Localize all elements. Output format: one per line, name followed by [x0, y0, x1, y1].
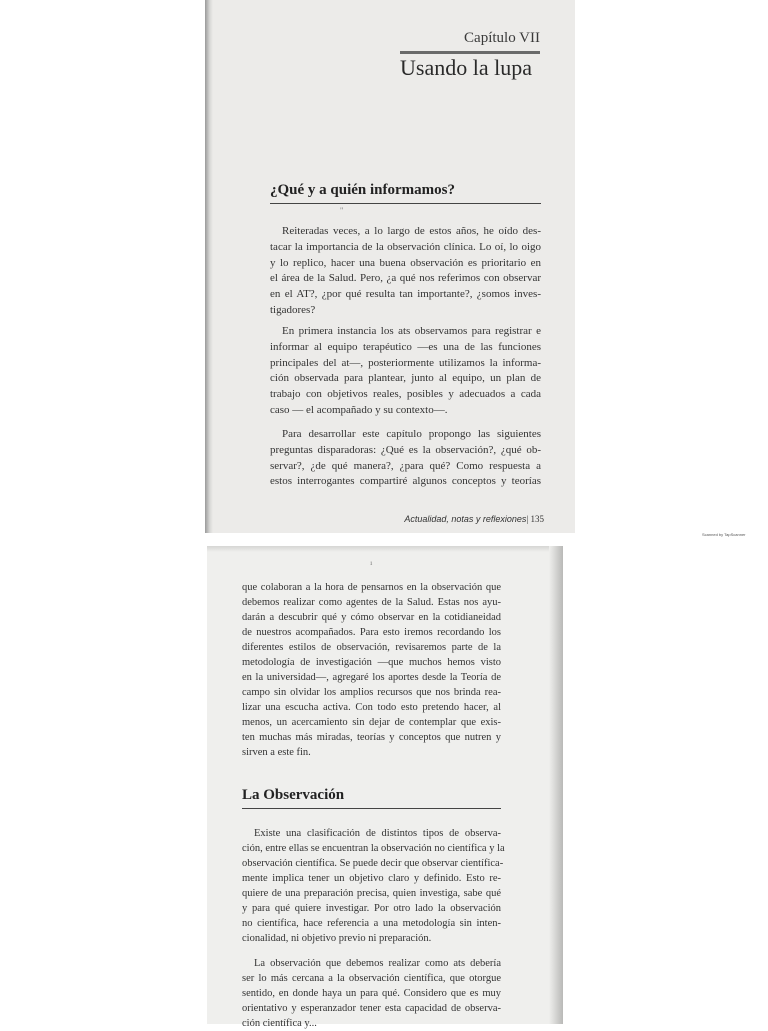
paragraph	[270, 427, 541, 490]
text-line: En primera instancia los ats observamos para registrar e	[282, 325, 541, 337]
text-line: debemos realizar como agentes de la Salud. Estas nos ayu-	[242, 597, 501, 608]
chapter-title: Usando la lupa	[400, 55, 532, 80]
paragraph	[242, 580, 501, 760]
text-line: Existe una clasificación de distintos tipos de observa-	[254, 828, 501, 839]
text-line: menos, un acercamiento sin dejar de contemplar que exis-	[242, 717, 501, 728]
text-line: darán a descubrir qué y cómo observar en la cotidianeidad	[242, 612, 501, 623]
text-line: y lo replico, hacer una buena observación es prioritario en	[270, 256, 541, 269]
footer-book-title: Actualidad, notas y reflexiones	[404, 514, 527, 524]
text-line: no científica, hace referencia a una metodología sin inten-	[242, 918, 501, 929]
page-binding-shadow	[205, 0, 213, 533]
text-line: preguntas disparadoras: ¿Qué es la observación?, ¿qué ob-	[270, 443, 541, 456]
text-line: sirven a este fin.	[242, 747, 311, 758]
text-line: Reiteradas veces, a lo largo de estos años, he oído des-	[282, 225, 541, 237]
text-line: ción científica y...	[242, 1018, 317, 1029]
text-line: en el AT?, ¿por qué resulta tan importante?, ¿somos inves-	[270, 288, 541, 301]
section-rule	[270, 203, 541, 204]
chapter-label: Capítulo VII	[464, 30, 540, 46]
text-line: y para qué quiere investigar. Por otro lado la observación	[242, 903, 501, 914]
text-line: el área de la Salud. Pero, ¿a qué nos referimos con observar	[270, 272, 541, 285]
paragraph	[242, 956, 501, 1031]
text-line: servar?, ¿de qué manera?, ¿para qué? Como respuesta a	[270, 459, 541, 472]
text-line: campo sin olvidar los amplios recursos que nos brinda rea-	[242, 687, 501, 698]
text-line: tacar la importancia de la observación clínica. Lo oí, lo oigo	[270, 240, 541, 253]
text-line: caso — el acompañado y su contexto—.	[270, 403, 448, 416]
text-line: observación científica. Se puede decir que observar científica-	[242, 858, 504, 869]
section-heading-observacion: La Observación	[242, 787, 345, 803]
text-line: La observación que debemos realizar como ats debería	[254, 958, 501, 969]
text-line: trabajo con objetivos reales, posibles y adecuados a cada	[270, 388, 541, 401]
text-line: ción, entre ellas se encuentran la observación no científica y la	[242, 843, 505, 854]
section-heading-informamos: ¿Qué y a quién informamos?	[270, 182, 456, 198]
text-line: ser lo más cercana a la observación científica, que otorgue	[242, 973, 501, 984]
stray-mark: "	[340, 206, 344, 215]
text-line: quiere de una preparación precisa, quien investiga, sabe qué	[242, 888, 501, 899]
text-line: sentido, en donde haya un para qué. Considero que es muy	[242, 988, 501, 999]
page-footer	[400, 514, 544, 524]
paragraph	[242, 826, 505, 946]
text-line: ten muchas más miradas, teorías y conceptos que nutren y	[242, 732, 501, 743]
page-number: | 135	[526, 514, 544, 524]
text-line: lizar una escucha activa. Con todo esto pretendo hacer, al	[242, 702, 501, 713]
section-rule	[242, 808, 501, 809]
text-line: principales del at—, posteriormente utilizamos la informa-	[270, 356, 541, 369]
scanner-credit: Scanned by TapScanner	[702, 532, 746, 537]
page-edge-shadow	[549, 546, 563, 1024]
text-line: metodología de investigación —que muchos hemos visto	[242, 657, 501, 668]
stray-mark: ¹	[370, 560, 373, 569]
text-line: informar al equipo terapéutico —es una de las funciones	[270, 340, 541, 353]
text-line: diferentes estilos de observación, revisaremos parte de la	[242, 642, 501, 653]
text-line: en la universidad—, agregaré los aportes desde la Teoría de	[242, 672, 501, 683]
chapter-rule	[400, 51, 540, 54]
text-line: cionalidad, ni objetivo previo ni preparación.	[242, 933, 432, 944]
text-line: ción observada para plantear, junto al equipo, un plan de	[270, 372, 541, 385]
paragraph	[270, 224, 541, 319]
text-line: orientativo y esperanzador tener esta capacidad de observa-	[242, 1003, 501, 1014]
page-top-shadow	[207, 546, 563, 552]
text-line: Para desarrollar este capítulo propongo las siguientes	[282, 428, 541, 440]
text-line: mente implica tener un objetivo claro y definido. Esto re-	[242, 873, 501, 884]
text-line: de nuestros acompañados. Para esto iremos recordando los	[242, 627, 501, 638]
text-line: estos interrogantes compartiré algunos conceptos y teorías	[270, 475, 541, 488]
text-line: tigadores?	[270, 303, 316, 316]
text-line: que colaboran a la hora de pensarnos en la observación que	[242, 582, 501, 593]
paragraph	[270, 324, 541, 419]
